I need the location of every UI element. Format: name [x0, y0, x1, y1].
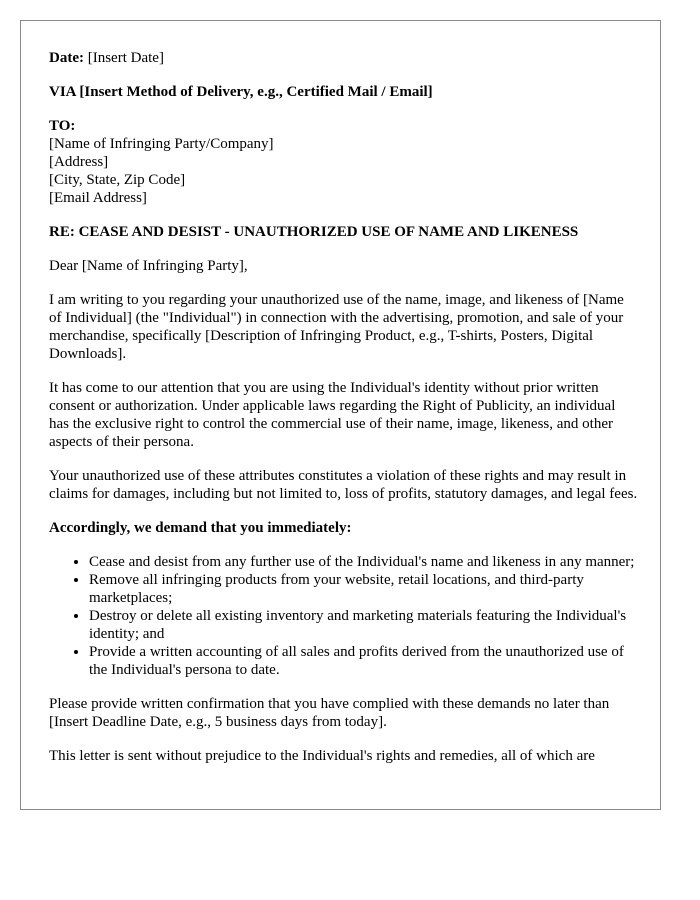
letter-body: [49, 49, 639, 781]
demand-item: • Destroy or delete all existing inventory and marketing materials featuring the Individual's identity; and: [89, 607, 639, 643]
recipient-name: [Name of Infringing Party/Company]: [49, 136, 274, 152]
delivery-method-line: VIA [Insert Method of Delivery, e.g., Certified Mail / Email]: [49, 84, 433, 100]
recipient-email: [Email Address]: [49, 190, 147, 206]
demand-list: [49, 553, 639, 679]
letter-page: [20, 20, 661, 810]
confirmation-paragraph: Please provide written confirmation that you have complied with these demands no later than [Insert Deadline Date, e.g., 5 business days from today].: [49, 696, 610, 730]
recipient-city-state-zip: [City, State, Zip Code]: [49, 172, 186, 188]
salutation: Dear [Name of Infringing Party],: [49, 258, 248, 274]
demand-heading: Accordingly, we demand that you immediately:: [49, 520, 352, 536]
body-paragraph-3: Your unauthorized use of these attributes constitutes a violation of these rights and may result in claims for damages, including but not limited to, loss of profits, statutory damages, and legal fees.: [49, 468, 638, 502]
date-line: [49, 49, 639, 67]
subject-line: RE: CEASE AND DESIST - UNAUTHORIZED USE OF NAME AND LIKENESS: [49, 224, 579, 240]
demand-item: • Cease and desist from any further use of the Individual's name and likeness in any manner;: [89, 553, 639, 571]
to-label: TO:: [49, 118, 76, 134]
body-paragraph-1: I am writing to you regarding your unauthorized use of the name, image, and likeness of [Name of Individual] (the "Individual") in connection with the advertising, promotion, and sale of your merchandise, specifically [Description of Infringing Product, e.g., T-shirts, Posters, Digital Downloads].: [49, 292, 624, 362]
body-paragraph-2: It has come to our attention that you are using the Individual's identity without prior written consent or authorization. Under applicable laws regarding the Right of Publicity, an individual has the exclusive right to control the commercial use of their name, image, likeness, and other aspects of their persona.: [49, 380, 616, 450]
date-value: [Insert Date]: [83, 50, 164, 66]
closing-paragraph-partial: This letter is sent without prejudice to the Individual's rights and remedies, all of which are: [49, 748, 595, 764]
date-label: Date:: [49, 50, 84, 66]
recipient-block: [49, 117, 639, 207]
demand-item: • Provide a written accounting of all sales and profits derived from the unauthorized use of the Individual's persona to date.: [89, 643, 639, 679]
recipient-address: [Address]: [49, 154, 109, 170]
demand-item: • Remove all infringing products from your website, retail locations, and third-party marketplaces;: [89, 571, 639, 607]
